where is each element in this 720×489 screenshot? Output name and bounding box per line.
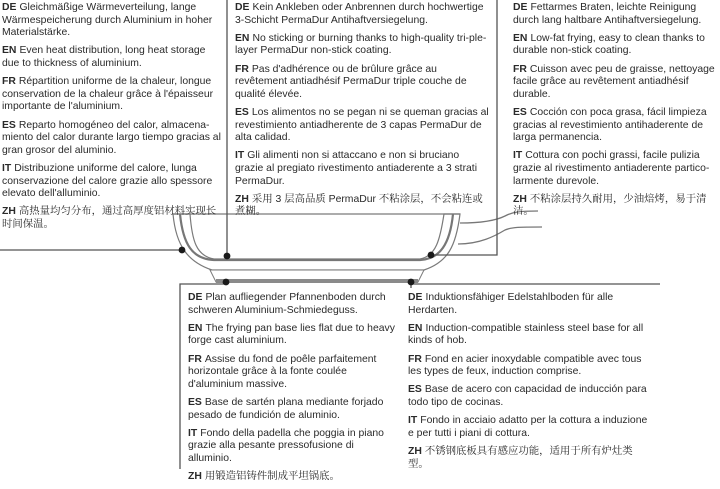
language-code: IT: [188, 427, 198, 439]
callout-paragraph-fr: [408, 354, 648, 379]
callout-text: Kein Ankleben oder Anbrennen durch hochwertige 3-Schicht PermaDur Antihaftversiegelung.: [235, 2, 484, 26]
callout-text: Base de sartén plana mediante forjado pesado de fundición de aluminio.: [188, 396, 384, 421]
callout-text: Induktionsfähiger Edelstahlboden für alle Herdarten.: [408, 292, 614, 316]
language-code: FR: [408, 353, 422, 365]
language-code: DE: [188, 292, 203, 303]
language-code: ES: [513, 106, 527, 118]
language-code: ES: [408, 384, 422, 396]
callout-paragraph-es: [188, 397, 400, 422]
callout-text: Gli alimenti non si attaccano e non si bruciano grazie al pregiato rivestimento antiaderente a 3 strati PermaDur.: [235, 150, 478, 187]
callout-text: Reparto homogéneo del calor, almacena-miento del calor durante largo tiempo gracias al gran grosor del aluminio.: [2, 119, 221, 156]
language-code: EN: [235, 32, 250, 44]
callout-text: Fondo della padella che poggia in piano grazie alla pesante pressofusione di alluminio.: [188, 427, 384, 464]
callout-text: 采用 3 层高品质 PermaDur 不粘涂层，不会粘连或煮糊。: [235, 193, 483, 218]
callout-dot-outer-wall: [179, 247, 186, 254]
language-code: ES: [188, 396, 202, 408]
callout-paragraph-fr: [513, 64, 718, 102]
callout-text: 不粘涂层持久耐用，少油焙烤，易于清洁。: [513, 193, 707, 218]
callout-paragraph-de: [408, 292, 648, 317]
callout-text: Low-fat frying, easy to clean thanks to durable non-stick coating.: [513, 32, 705, 57]
callout-flat-base: [188, 292, 400, 489]
callout-text: Cuisson avec peu de graisse, nettoyage facile grâce au revêtement antiadhésif durable.: [513, 63, 715, 100]
callout-paragraph-de: [2, 2, 224, 40]
callout-paragraph-es: [2, 120, 224, 158]
callout-text: No sticking or burning thanks to high-quality tri-ple-layer PermaDur non-stick coating.: [235, 32, 487, 57]
callout-paragraph-it: [235, 150, 490, 188]
callout-text: Fettarmes Braten, leichte Reinigung durch lang haltbare Antihaftversiegelung.: [513, 2, 702, 26]
callout-paragraph-fr: [235, 64, 490, 102]
language-code: IT: [408, 415, 418, 427]
callout-paragraph-it: [513, 150, 718, 188]
callout-induction-base: [408, 292, 648, 477]
callout-low-fat-frying: [513, 2, 718, 224]
callout-dot-inner-surface: [428, 252, 435, 259]
callout-text: Fondo in acciaio adatto per la cottura a induzione e per tutti i piani di cottura.: [408, 415, 648, 439]
callout-non-stick-coating: [235, 2, 490, 224]
callout-text: Los alimentos no se pegan ni se queman gracias al revestimiento antiadherente de 3 capas PermaDur de alta calidad.: [235, 106, 489, 144]
language-code: FR: [235, 63, 249, 75]
callout-paragraph-fr: [2, 76, 224, 114]
callout-paragraph-de: [513, 2, 718, 27]
callout-paragraph-fr: [188, 354, 400, 392]
language-code: ZH: [235, 193, 249, 205]
callout-text: Gleichmäßige Wärmeverteilung, lange Wärmespeicherung durch Aluminium in hoher Materialstärke.: [2, 2, 213, 39]
language-code: IT: [2, 162, 12, 174]
callout-text: Cottura con pochi grassi, facile pulizia grazie al rivestimento antiaderente partico-larmente durevole.: [513, 150, 710, 187]
language-code: EN: [513, 32, 528, 44]
language-code: ZH: [408, 445, 422, 457]
callout-text: 不锈钢底板具有感应功能，适用于所有炉灶类型。: [408, 445, 633, 470]
language-code: EN: [188, 322, 203, 334]
language-code: EN: [408, 322, 423, 334]
callout-paragraph-es: [513, 107, 718, 145]
language-code: DE: [2, 2, 17, 13]
callout-paragraph-es: [235, 107, 490, 145]
callout-heat-distribution: [2, 2, 224, 237]
callout-paragraph-de: [235, 2, 490, 27]
callout-text: Even heat distribution, long heat storage due to thickness of aluminium.: [2, 45, 206, 69]
callout-paragraph-it: [2, 163, 224, 201]
callout-paragraph-it: [408, 415, 648, 440]
callout-text: Assise du fond de poêle parfaitement horizontale grâce à la fonte coulée d'aluminium massive.: [188, 353, 377, 390]
callout-paragraph-en: [2, 45, 224, 70]
callout-paragraph-zh: [513, 194, 718, 219]
callout-text: Plan aufliegender Pfannenboden durch schweren Aluminium-Schmiedeguss.: [188, 292, 386, 316]
callout-dot-induction: [408, 279, 415, 286]
callout-paragraph-en: [235, 33, 490, 58]
callout-text: Distribuzione uniforme del calore, lunga conservazione del calore grazie allo spessore elevato dell'alluminio.: [2, 162, 213, 200]
callout-text: 高热量均匀分布，通过高厚度铝材料实现长时间保温。: [2, 206, 217, 230]
callout-text: Fond en acier inoxydable compatible avec tous les types de feux, induction comprise.: [408, 353, 642, 378]
callout-dot-base: [223, 279, 230, 286]
callout-text: Cocción con poca grasa, fácil limpieza gracias al revestimiento antihaderente de larga permanencia.: [513, 106, 707, 144]
callout-text: Répartition uniforme de la chaleur, longue conservation de la chaleur grâce à l'épaisseur importante de l'aluminium.: [2, 76, 214, 113]
language-code: FR: [2, 76, 16, 88]
callout-text: Pas d'adhérence ou de brûlure grâce au revêtement antiadhésif PermaDur triple couche de qualité élevée.: [235, 63, 467, 100]
callout-paragraph-de: [188, 292, 400, 317]
language-code: ZH: [513, 193, 527, 205]
language-code: DE: [408, 292, 423, 303]
language-code: ES: [2, 119, 16, 131]
induction-base-layer: [216, 279, 418, 283]
language-code: ES: [235, 106, 249, 118]
language-code: IT: [235, 150, 245, 162]
callout-paragraph-en: [408, 323, 648, 348]
callout-paragraph-zh: [235, 194, 490, 219]
callout-paragraph-en: [188, 323, 400, 348]
callout-text: Base de acero con capacidad de inducción para todo tipo de cocinas.: [408, 384, 647, 408]
language-code: ZH: [188, 471, 202, 483]
callout-paragraph-en: [513, 33, 718, 58]
language-code: FR: [513, 63, 527, 75]
callout-paragraph-es: [408, 384, 648, 409]
language-code: ZH: [2, 206, 16, 218]
callout-paragraph-zh: [2, 206, 224, 231]
callout-text: Induction-compatible stainless steel base for all kinds of hob.: [408, 322, 644, 347]
callout-paragraph-zh: [188, 471, 400, 484]
callout-text: 用锻造铝铸件制成平坦锅底。: [204, 471, 340, 483]
language-code: DE: [513, 2, 528, 13]
language-code: FR: [188, 353, 202, 365]
language-code: EN: [2, 45, 17, 57]
language-code: IT: [513, 150, 523, 162]
callout-dot-coating: [224, 253, 231, 260]
callout-text: The frying pan base lies flat due to heavy forge cast aluminium.: [188, 322, 395, 347]
callout-paragraph-zh: [408, 446, 648, 471]
language-code: DE: [235, 2, 250, 13]
callout-paragraph-it: [188, 428, 400, 466]
